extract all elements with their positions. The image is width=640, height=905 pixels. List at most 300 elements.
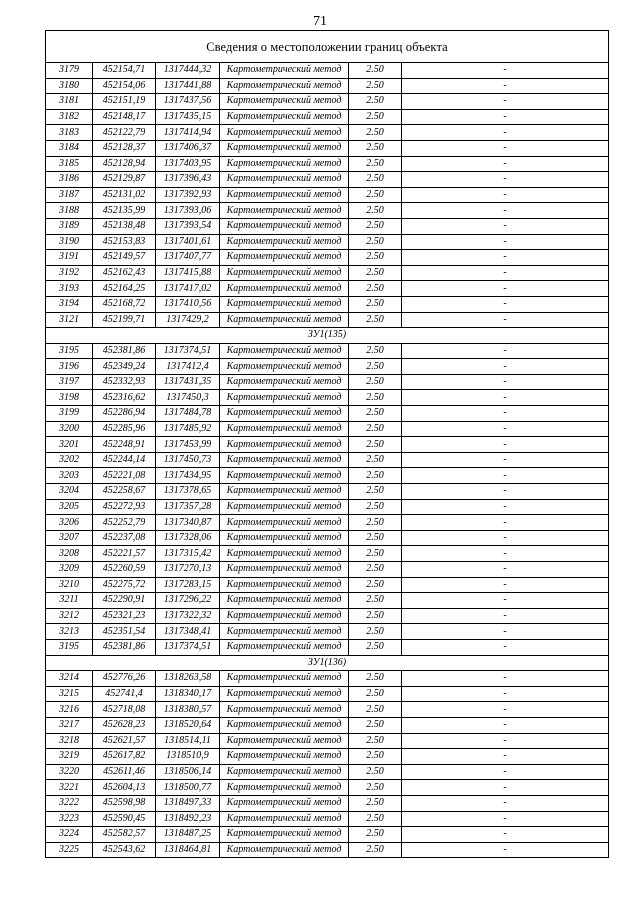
accuracy-cell: 2.50 — [349, 546, 402, 562]
description-cell: - — [402, 203, 609, 219]
accuracy-cell: 2.50 — [349, 125, 402, 141]
coordinate-x-cell: 452129,87 — [93, 172, 156, 188]
point-number-cell: 3182 — [46, 109, 93, 125]
point-number-cell: 3200 — [46, 421, 93, 437]
description-cell: - — [402, 390, 609, 406]
method-cell: Картометрический метод — [220, 452, 349, 468]
point-number-cell: 3208 — [46, 546, 93, 562]
coordinate-y-cell: 1317396,43 — [156, 172, 220, 188]
table-row — [46, 374, 609, 390]
coordinate-y-cell: 1317450,3 — [156, 390, 220, 406]
point-number-cell: 3194 — [46, 296, 93, 312]
table-body — [46, 31, 609, 858]
coordinate-x-cell: 452122,79 — [93, 125, 156, 141]
table-row — [46, 624, 609, 640]
table-row — [46, 702, 609, 718]
accuracy-cell: 2.50 — [349, 343, 402, 359]
description-cell: - — [402, 109, 609, 125]
point-number-cell: 3219 — [46, 749, 93, 765]
point-number-cell: 3210 — [46, 577, 93, 593]
coordinate-x-cell: 452543,62 — [93, 842, 156, 858]
coordinate-x-cell: 452154,71 — [93, 63, 156, 79]
boundary-table-container — [45, 30, 608, 858]
description-cell: - — [402, 406, 609, 422]
table-row — [46, 608, 609, 624]
description-cell: - — [402, 265, 609, 281]
description-cell: - — [402, 172, 609, 188]
method-cell: Картометрический метод — [220, 842, 349, 858]
description-cell: - — [402, 795, 609, 811]
accuracy-cell: 2.50 — [349, 530, 402, 546]
description-cell: - — [402, 374, 609, 390]
point-number-cell: 3181 — [46, 94, 93, 110]
coordinate-x-cell: 452258,67 — [93, 484, 156, 500]
point-number-cell: 3185 — [46, 156, 93, 172]
coordinate-x-cell: 452381,86 — [93, 639, 156, 655]
description-cell: - — [402, 749, 609, 765]
table-row — [46, 203, 609, 219]
accuracy-cell: 2.50 — [349, 639, 402, 655]
accuracy-cell: 2.50 — [349, 764, 402, 780]
coordinate-y-cell: 1317407,77 — [156, 250, 220, 266]
method-cell: Картометрический метод — [220, 109, 349, 125]
coordinate-y-cell: 1317283,15 — [156, 577, 220, 593]
point-number-cell: 3218 — [46, 733, 93, 749]
point-number-cell: 3204 — [46, 484, 93, 500]
description-cell: - — [402, 593, 609, 609]
table-row — [46, 63, 609, 79]
method-cell: Картометрический метод — [220, 593, 349, 609]
point-number-cell: 3225 — [46, 842, 93, 858]
method-cell: Картометрический метод — [220, 78, 349, 94]
table-row — [46, 218, 609, 234]
coordinate-x-cell: 452611,46 — [93, 764, 156, 780]
coordinate-y-cell: 1318492,23 — [156, 811, 220, 827]
accuracy-cell: 2.50 — [349, 359, 402, 375]
point-number-cell: 3214 — [46, 671, 93, 687]
table-row — [46, 717, 609, 733]
method-cell: Картометрический метод — [220, 749, 349, 765]
table-row — [46, 359, 609, 375]
method-cell: Картометрический метод — [220, 390, 349, 406]
coordinate-x-cell: 452349,24 — [93, 359, 156, 375]
table-row — [46, 281, 609, 297]
method-cell: Картометрический метод — [220, 421, 349, 437]
coordinate-y-cell: 1317429,2 — [156, 312, 220, 328]
description-cell: - — [402, 468, 609, 484]
table-row — [46, 140, 609, 156]
coordinate-y-cell: 1317401,61 — [156, 234, 220, 250]
coordinate-x-cell: 452128,94 — [93, 156, 156, 172]
table-row — [46, 468, 609, 484]
coordinate-y-cell: 1317393,06 — [156, 203, 220, 219]
coordinate-y-cell: 1317403,95 — [156, 156, 220, 172]
coordinate-y-cell: 1318487,25 — [156, 827, 220, 843]
method-cell: Картометрический метод — [220, 764, 349, 780]
coordinate-y-cell: 1317392,93 — [156, 187, 220, 203]
method-cell: Картометрический метод — [220, 468, 349, 484]
description-cell: - — [402, 624, 609, 640]
accuracy-cell: 2.50 — [349, 203, 402, 219]
coordinate-y-cell: 1317431,35 — [156, 374, 220, 390]
point-number-cell: 3220 — [46, 764, 93, 780]
method-cell: Картометрический метод — [220, 140, 349, 156]
point-number-cell: 3192 — [46, 265, 93, 281]
coordinate-y-cell: 1318514,11 — [156, 733, 220, 749]
description-cell: - — [402, 421, 609, 437]
description-cell: - — [402, 281, 609, 297]
description-cell: - — [402, 250, 609, 266]
accuracy-cell: 2.50 — [349, 468, 402, 484]
table-row — [46, 156, 609, 172]
coordinate-x-cell: 452168,72 — [93, 296, 156, 312]
accuracy-cell: 2.50 — [349, 827, 402, 843]
coordinate-y-cell: 1317453,99 — [156, 437, 220, 453]
accuracy-cell: 2.50 — [349, 484, 402, 500]
point-number-cell: 3121 — [46, 312, 93, 328]
method-cell: Картометрический метод — [220, 608, 349, 624]
method-cell: Картометрический метод — [220, 702, 349, 718]
coordinate-x-cell: 452221,08 — [93, 468, 156, 484]
coordinate-x-cell: 452617,82 — [93, 749, 156, 765]
description-cell: - — [402, 842, 609, 858]
point-number-cell: 3187 — [46, 187, 93, 203]
coordinate-x-cell: 452285,96 — [93, 421, 156, 437]
description-cell: - — [402, 499, 609, 515]
description-cell: - — [402, 733, 609, 749]
point-number-cell: 3211 — [46, 593, 93, 609]
accuracy-cell: 2.50 — [349, 811, 402, 827]
coordinate-y-cell: 1317328,06 — [156, 530, 220, 546]
table-row — [46, 811, 609, 827]
description-cell: - — [402, 78, 609, 94]
coordinate-y-cell: 1317410,56 — [156, 296, 220, 312]
coordinate-x-cell: 452162,43 — [93, 265, 156, 281]
coordinate-y-cell: 1317412,4 — [156, 359, 220, 375]
coordinate-y-cell: 1317417,02 — [156, 281, 220, 297]
description-cell: - — [402, 546, 609, 562]
table-row — [46, 437, 609, 453]
table-row — [46, 390, 609, 406]
table-row — [46, 296, 609, 312]
point-number-cell: 3190 — [46, 234, 93, 250]
table-row — [46, 671, 609, 687]
accuracy-cell: 2.50 — [349, 187, 402, 203]
table-row — [46, 530, 609, 546]
coordinate-x-cell: 452138,48 — [93, 218, 156, 234]
description-cell: - — [402, 780, 609, 796]
method-cell: Картометрический метод — [220, 374, 349, 390]
coordinate-x-cell: 452628,23 — [93, 717, 156, 733]
point-number-cell: 3202 — [46, 452, 93, 468]
point-number-cell: 3209 — [46, 562, 93, 578]
method-cell: Картометрический метод — [220, 172, 349, 188]
point-number-cell: 3179 — [46, 63, 93, 79]
accuracy-cell: 2.50 — [349, 406, 402, 422]
coordinate-x-cell: 452148,17 — [93, 109, 156, 125]
coordinate-y-cell: 1317374,51 — [156, 343, 220, 359]
table-row — [46, 187, 609, 203]
coordinate-x-cell: 452321,23 — [93, 608, 156, 624]
table-row — [46, 733, 609, 749]
coordinate-y-cell: 1317450,73 — [156, 452, 220, 468]
coordinate-x-cell: 452164,25 — [93, 281, 156, 297]
accuracy-cell: 2.50 — [349, 593, 402, 609]
table-row — [46, 343, 609, 359]
method-cell: Картометрический метод — [220, 624, 349, 640]
coordinate-x-cell: 452237,08 — [93, 530, 156, 546]
method-cell: Картометрический метод — [220, 484, 349, 500]
coordinate-x-cell: 452332,93 — [93, 374, 156, 390]
point-number-cell: 3193 — [46, 281, 93, 297]
table-row — [46, 78, 609, 94]
coordinate-y-cell: 1318340,17 — [156, 686, 220, 702]
table-row — [46, 749, 609, 765]
method-cell: Картометрический метод — [220, 717, 349, 733]
coordinate-y-cell: 1317484,78 — [156, 406, 220, 422]
coordinate-y-cell: 1317434,95 — [156, 468, 220, 484]
description-cell: - — [402, 437, 609, 453]
coordinate-y-cell: 1318497,33 — [156, 795, 220, 811]
point-number-cell: 3195 — [46, 639, 93, 655]
table-row — [46, 421, 609, 437]
method-cell: Картометрический метод — [220, 359, 349, 375]
description-cell: - — [402, 811, 609, 827]
point-number-cell: 3213 — [46, 624, 93, 640]
point-number-cell: 3195 — [46, 343, 93, 359]
coordinate-x-cell: 452149,57 — [93, 250, 156, 266]
method-cell: Картометрический метод — [220, 499, 349, 515]
description-cell: - — [402, 359, 609, 375]
table-row — [46, 686, 609, 702]
accuracy-cell: 2.50 — [349, 624, 402, 640]
coordinate-x-cell: 452776,26 — [93, 671, 156, 687]
description-cell: - — [402, 218, 609, 234]
point-number-cell: 3215 — [46, 686, 93, 702]
method-cell: Картометрический метод — [220, 827, 349, 843]
coordinate-x-cell: 452275,72 — [93, 577, 156, 593]
description-cell: - — [402, 234, 609, 250]
description-cell: - — [402, 156, 609, 172]
coordinate-y-cell: 1317374,51 — [156, 639, 220, 655]
table-row — [46, 265, 609, 281]
accuracy-cell: 2.50 — [349, 842, 402, 858]
method-cell: Картометрический метод — [220, 406, 349, 422]
method-cell: Картометрический метод — [220, 63, 349, 79]
coordinate-y-cell: 1317437,56 — [156, 94, 220, 110]
coordinate-x-cell: 452741,4 — [93, 686, 156, 702]
coordinate-x-cell: 452151,19 — [93, 94, 156, 110]
point-number-cell: 3180 — [46, 78, 93, 94]
coordinate-x-cell: 452718,08 — [93, 702, 156, 718]
point-number-cell: 3203 — [46, 468, 93, 484]
description-cell: - — [402, 296, 609, 312]
coordinate-x-cell: 452272,93 — [93, 499, 156, 515]
method-cell: Картометрический метод — [220, 94, 349, 110]
accuracy-cell: 2.50 — [349, 390, 402, 406]
coordinate-x-cell: 452290,91 — [93, 593, 156, 609]
method-cell: Картометрический метод — [220, 203, 349, 219]
method-cell: Картометрический метод — [220, 281, 349, 297]
method-cell: Картометрический метод — [220, 187, 349, 203]
point-number-cell: 3207 — [46, 530, 93, 546]
accuracy-cell: 2.50 — [349, 250, 402, 266]
description-cell: - — [402, 343, 609, 359]
table-row — [46, 546, 609, 562]
description-cell: - — [402, 702, 609, 718]
method-cell: Картометрический метод — [220, 546, 349, 562]
table-row — [46, 593, 609, 609]
coordinate-y-cell: 1317322,32 — [156, 608, 220, 624]
method-cell: Картометрический метод — [220, 312, 349, 328]
accuracy-cell: 2.50 — [349, 562, 402, 578]
accuracy-cell: 2.50 — [349, 437, 402, 453]
coordinate-y-cell: 1317270,13 — [156, 562, 220, 578]
table-row — [46, 562, 609, 578]
accuracy-cell: 2.50 — [349, 109, 402, 125]
coordinate-y-cell: 1317414,94 — [156, 125, 220, 141]
accuracy-cell: 2.50 — [349, 296, 402, 312]
description-cell: - — [402, 764, 609, 780]
method-cell: Картометрический метод — [220, 639, 349, 655]
accuracy-cell: 2.50 — [349, 234, 402, 250]
table-row — [46, 499, 609, 515]
coordinate-x-cell: 452590,45 — [93, 811, 156, 827]
table-row — [46, 577, 609, 593]
point-number-cell: 3189 — [46, 218, 93, 234]
coordinate-x-cell: 452154,06 — [93, 78, 156, 94]
accuracy-cell: 2.50 — [349, 686, 402, 702]
coordinate-x-cell: 452260,59 — [93, 562, 156, 578]
description-cell: - — [402, 827, 609, 843]
method-cell: Картометрический метод — [220, 125, 349, 141]
point-number-cell: 3201 — [46, 437, 93, 453]
table-row — [46, 406, 609, 422]
table-row — [46, 94, 609, 110]
coordinate-y-cell: 1317296,22 — [156, 593, 220, 609]
coordinate-x-cell: 452621,57 — [93, 733, 156, 749]
coordinate-x-cell: 452598,98 — [93, 795, 156, 811]
coordinate-y-cell: 1317415,88 — [156, 265, 220, 281]
table-row — [46, 234, 609, 250]
coordinate-y-cell: 1317315,42 — [156, 546, 220, 562]
description-cell: - — [402, 140, 609, 156]
accuracy-cell: 2.50 — [349, 94, 402, 110]
point-number-cell: 3205 — [46, 499, 93, 515]
point-number-cell: 3224 — [46, 827, 93, 843]
description-cell: - — [402, 686, 609, 702]
description-cell: - — [402, 452, 609, 468]
method-cell: Картометрический метод — [220, 296, 349, 312]
section-label: ЗУ1(136) — [46, 655, 609, 671]
section-row — [46, 655, 609, 671]
point-number-cell: 3212 — [46, 608, 93, 624]
coordinate-x-cell: 452153,83 — [93, 234, 156, 250]
section-row — [46, 328, 609, 344]
point-number-cell: 3191 — [46, 250, 93, 266]
coordinate-x-cell: 452252,79 — [93, 515, 156, 531]
method-cell: Картометрический метод — [220, 218, 349, 234]
description-cell: - — [402, 562, 609, 578]
table-row — [46, 484, 609, 500]
point-number-cell: 3197 — [46, 374, 93, 390]
method-cell: Картометрический метод — [220, 437, 349, 453]
method-cell: Картометрический метод — [220, 577, 349, 593]
table-row — [46, 250, 609, 266]
coordinate-x-cell: 452248,91 — [93, 437, 156, 453]
point-number-cell: 3188 — [46, 203, 93, 219]
method-cell: Картометрический метод — [220, 780, 349, 796]
point-number-cell: 3199 — [46, 406, 93, 422]
accuracy-cell: 2.50 — [349, 374, 402, 390]
description-cell: - — [402, 125, 609, 141]
method-cell: Картометрический метод — [220, 562, 349, 578]
coordinate-y-cell: 1317444,32 — [156, 63, 220, 79]
point-number-cell: 3221 — [46, 780, 93, 796]
coordinate-y-cell: 1317340,87 — [156, 515, 220, 531]
accuracy-cell: 2.50 — [349, 702, 402, 718]
point-number-cell: 3206 — [46, 515, 93, 531]
accuracy-cell: 2.50 — [349, 780, 402, 796]
method-cell: Картометрический метод — [220, 234, 349, 250]
accuracy-cell: 2.50 — [349, 281, 402, 297]
accuracy-cell: 2.50 — [349, 499, 402, 515]
description-cell: - — [402, 484, 609, 500]
point-number-cell: 3183 — [46, 125, 93, 141]
method-cell: Картометрический метод — [220, 156, 349, 172]
coordinate-y-cell: 1317357,28 — [156, 499, 220, 515]
coordinate-x-cell: 452128,37 — [93, 140, 156, 156]
coordinate-x-cell: 452351,54 — [93, 624, 156, 640]
point-number-cell: 3217 — [46, 717, 93, 733]
table-row — [46, 452, 609, 468]
table-row — [46, 312, 609, 328]
description-cell: - — [402, 639, 609, 655]
accuracy-cell: 2.50 — [349, 265, 402, 281]
method-cell: Картометрический метод — [220, 671, 349, 687]
method-cell: Картометрический метод — [220, 811, 349, 827]
coordinate-y-cell: 1317435,15 — [156, 109, 220, 125]
accuracy-cell: 2.50 — [349, 421, 402, 437]
accuracy-cell: 2.50 — [349, 218, 402, 234]
coordinate-y-cell: 1317485,92 — [156, 421, 220, 437]
coordinate-y-cell: 1317406,37 — [156, 140, 220, 156]
coordinate-x-cell: 452286,94 — [93, 406, 156, 422]
table-row — [46, 827, 609, 843]
coordinate-y-cell: 1317348,41 — [156, 624, 220, 640]
accuracy-cell: 2.50 — [349, 733, 402, 749]
coordinate-y-cell: 1318263,58 — [156, 671, 220, 687]
table-row — [46, 515, 609, 531]
coordinate-x-cell: 452135,99 — [93, 203, 156, 219]
description-cell: - — [402, 187, 609, 203]
table-row — [46, 109, 609, 125]
coordinate-x-cell: 452244,14 — [93, 452, 156, 468]
accuracy-cell: 2.50 — [349, 749, 402, 765]
method-cell: Картометрический метод — [220, 733, 349, 749]
method-cell: Картометрический метод — [220, 530, 349, 546]
table-title-row — [46, 31, 609, 63]
coordinate-y-cell: 1317393,54 — [156, 218, 220, 234]
description-cell: - — [402, 608, 609, 624]
description-cell: - — [402, 312, 609, 328]
coordinate-y-cell: 1317441,88 — [156, 78, 220, 94]
coordinate-x-cell: 452582,57 — [93, 827, 156, 843]
accuracy-cell: 2.50 — [349, 717, 402, 733]
table-row — [46, 639, 609, 655]
table-row — [46, 172, 609, 188]
description-cell: - — [402, 63, 609, 79]
